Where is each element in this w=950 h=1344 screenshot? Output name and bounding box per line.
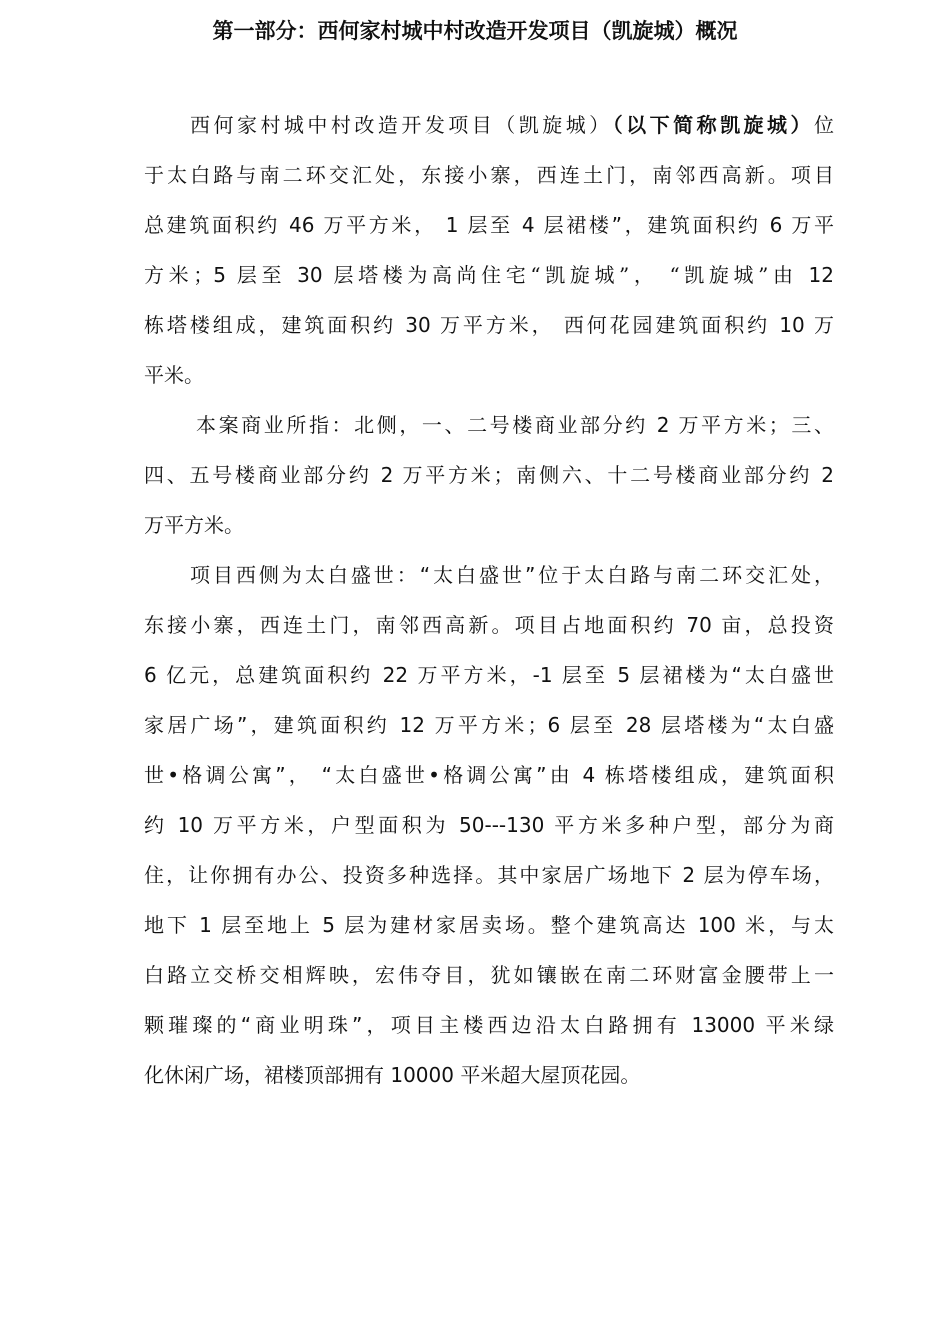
text-line <box>144 400 834 450</box>
text-run: 栋塔楼组成，建筑面积约 30 万平方米， 西何花园建筑面积约 10 万 <box>144 313 834 337</box>
title-serif-part: 开发 <box>506 18 549 43</box>
text-run: 本案商业所指：北侧，一、二号楼商业部分约 2 万平方米；三、 <box>196 413 834 437</box>
text-line <box>144 950 834 1000</box>
paragraph <box>144 550 834 1100</box>
text-run: “凯旋城” <box>669 263 769 287</box>
text-run: 家居广场”，建筑面积约 12 万平方米；6 层至 28 层塔楼为“太白盛 <box>144 713 834 737</box>
page-title <box>0 15 950 47</box>
text-line <box>144 100 834 150</box>
text-line <box>144 750 834 800</box>
text-run: 总建筑面积约 46 万平方米， 1 层至 4 层裙楼”，建筑面积约 6 万平 <box>144 213 834 237</box>
text-run: 约 10 万平方米，户型面积为 50---130 平方米多种户型，部分为商 <box>144 813 834 837</box>
text-run: 西何家村城中村改造开发项目（凯旋城） <box>190 113 613 137</box>
text-run: 项目西侧为太白盛世：“太白盛世”位于太白路与南二环交汇处， <box>190 563 834 587</box>
text-run: 白路立交桥交相辉映，宏伟夺目，犹如镶嵌在南二环财富金腰带上一 <box>144 963 834 987</box>
text-line <box>144 1050 834 1100</box>
text-line <box>144 550 834 600</box>
text-run: 位 <box>814 113 835 137</box>
text-line <box>144 850 834 900</box>
title-prefix: 第一部分：西何家村城中村改造 <box>212 19 507 43</box>
paragraph <box>144 400 834 550</box>
text-run: 方米；5 层至 30 层塔楼为高尚住宅 <box>144 263 531 287</box>
text-run: 住，让你拥有办公、投资多种选择。其中家居广场地下 2 层为停车场， <box>144 863 834 887</box>
text-line <box>144 300 834 350</box>
text-line <box>144 150 834 200</box>
text-line <box>144 500 834 550</box>
text-run: 四、五号楼商业部分约 2 万平方米；南侧六、十二号楼商业部分约 2 <box>144 463 834 487</box>
text-run: （以下简称凯旋城） <box>612 113 815 137</box>
text-line <box>144 200 834 250</box>
text-run <box>659 263 670 287</box>
text-run: 6 亿元，总建筑面积约 22 万平方米，-1 层至 5 层裙楼为“太白盛世 <box>144 663 834 687</box>
document-body <box>144 100 834 1100</box>
text-line <box>144 600 834 650</box>
title-suffix: 项目（凯旋城）概况 <box>548 19 738 43</box>
text-line <box>144 650 834 700</box>
text-run: 于太白路与南二环交汇处，东接小寨，西连土门，南邻西高新。项目 <box>144 163 834 187</box>
text-line <box>144 800 834 850</box>
text-run: 世•格调公寓”， “太白盛世•格调公寓”由 4 栋塔楼组成，建筑面积 <box>144 763 834 787</box>
text-run: 万平方米。 <box>144 513 244 537</box>
text-run: 地下 1 层至地上 5 层为建材家居卖场。整个建筑高达 100 米，与太 <box>144 913 834 937</box>
text-run: 东接小寨，西连土门，南邻西高新。项目占地面积约 70 亩，总投资 <box>144 613 834 637</box>
text-line <box>144 1000 834 1050</box>
paragraph <box>144 100 834 400</box>
text-line <box>144 250 834 300</box>
text-line <box>144 350 834 400</box>
text-line <box>144 900 834 950</box>
text-line <box>144 450 834 500</box>
text-run: 平米。 <box>144 363 204 387</box>
text-run: 颗璀璨的“商业明珠”，项目主楼西边沿太白路拥有 13000 平米绿 <box>144 1013 834 1037</box>
text-run: 由 12 <box>768 263 834 287</box>
text-run: “凯旋城”， <box>530 263 659 287</box>
text-line <box>144 700 834 750</box>
text-run: 化休闲广场，裙楼顶部拥有 10000 平米超大屋顶花园。 <box>144 1063 641 1087</box>
